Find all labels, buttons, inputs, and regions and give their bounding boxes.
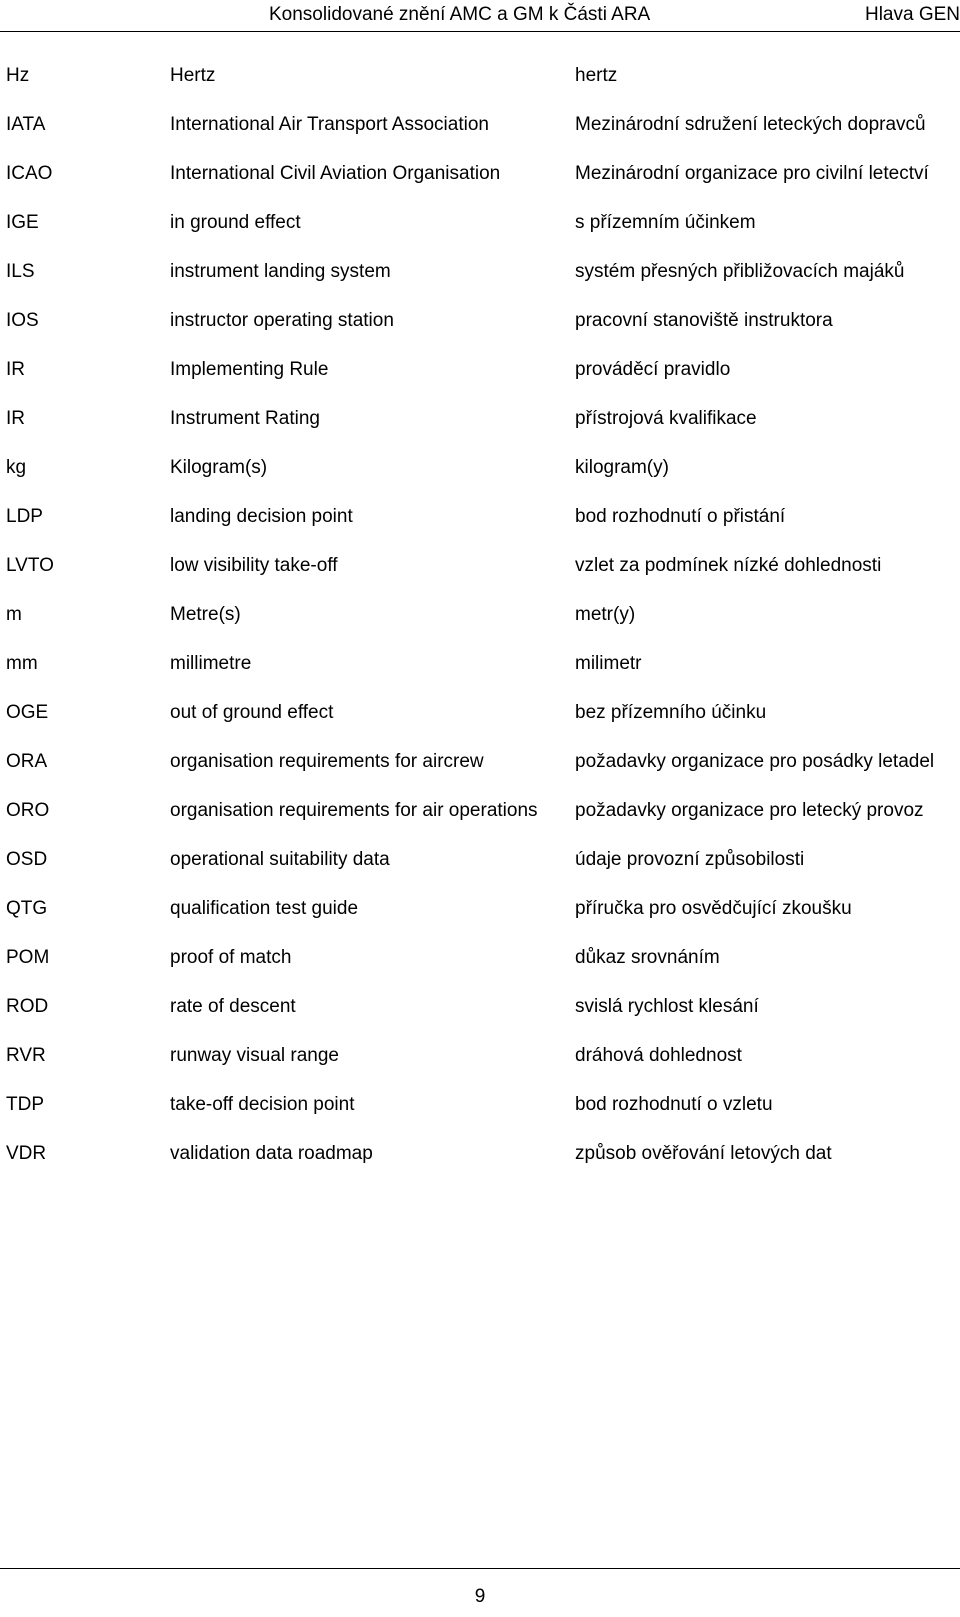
abbreviation-code: POM <box>6 947 50 968</box>
abbreviation-code: Hz <box>6 65 30 86</box>
abbreviation-row <box>0 897 960 921</box>
abbreviation-row <box>0 64 960 88</box>
abbreviation-code: ILS <box>6 261 35 282</box>
abbreviation-code: OSD <box>6 849 48 870</box>
abbreviation-code: QTG <box>6 898 48 919</box>
abbreviation-code: ICAO <box>6 163 53 184</box>
abbreviation-row <box>0 701 960 725</box>
abbreviation-row <box>0 211 960 235</box>
abbreviation-english: take-off decision point <box>170 1094 355 1115</box>
footer-divider <box>0 1568 960 1569</box>
abbreviation-czech: prováděcí pravidlo <box>575 359 731 380</box>
abbreviation-code: m <box>6 604 22 625</box>
page-header <box>0 0 960 30</box>
abbreviation-english: organisation requirements for aircrew <box>170 751 484 772</box>
abbreviation-czech: Mezinárodní sdružení leteckých dopravců <box>575 114 926 135</box>
abbreviation-english: proof of match <box>170 947 292 968</box>
abbreviation-czech: požadavky organizace pro posádky letadel <box>575 751 935 772</box>
abbreviation-english: millimetre <box>170 653 252 674</box>
abbreviation-row <box>0 652 960 676</box>
abbreviation-english: qualification test guide <box>170 898 359 919</box>
abbreviation-row <box>0 603 960 627</box>
abbreviation-row <box>0 848 960 872</box>
abbreviation-row <box>0 1044 960 1068</box>
abbreviation-code: OGE <box>6 702 49 723</box>
abbreviation-english: organisation requirements for air operations <box>170 800 538 821</box>
abbreviation-english: International Civil Aviation Organisation <box>170 163 501 184</box>
abbreviation-czech: bod rozhodnutí o vzletu <box>575 1094 773 1115</box>
abbreviation-czech: důkaz srovnáním <box>575 947 720 968</box>
abbreviation-czech: systém přesných přibližovacích majáků <box>575 261 905 282</box>
abbreviation-english: in ground effect <box>170 212 301 233</box>
abbreviation-english: landing decision point <box>170 506 353 527</box>
header-doc-title: Konsolidované znění AMC a GM k Části ARA <box>269 4 651 25</box>
abbreviation-row <box>0 1142 960 1166</box>
abbreviation-code: TDP <box>6 1094 44 1115</box>
abbreviation-code: RVR <box>6 1045 46 1066</box>
abbreviation-code: kg <box>6 457 27 478</box>
abbreviation-english: International Air Transport Association <box>170 114 489 135</box>
abbreviation-english: Implementing Rule <box>170 359 329 380</box>
abbreviation-czech: pracovní stanoviště instruktora <box>575 310 833 331</box>
abbreviation-english: rate of descent <box>170 996 296 1017</box>
abbreviation-row <box>0 162 960 186</box>
abbreviation-code: mm <box>6 653 38 674</box>
abbreviation-czech: Mezinárodní organizace pro civilní letectví <box>575 163 929 184</box>
abbreviation-row <box>0 456 960 480</box>
abbreviation-english: low visibility take-off <box>170 555 338 576</box>
abbreviation-czech: svislá rychlost klesání <box>575 996 759 1017</box>
abbreviation-czech: bod rozhodnutí o přistání <box>575 506 786 527</box>
abbreviation-english: Kilogram(s) <box>170 457 268 478</box>
abbreviation-czech: příručka pro osvědčující zkoušku <box>575 898 852 919</box>
abbreviation-row <box>0 113 960 137</box>
abbreviation-czech: bez přízemního účinku <box>575 702 767 723</box>
abbreviation-table <box>0 64 960 1191</box>
abbreviation-code: VDR <box>6 1143 47 1164</box>
abbreviation-code: ORO <box>6 800 50 821</box>
abbreviation-czech: dráhová dohlednost <box>575 1045 742 1066</box>
abbreviation-row <box>0 1093 960 1117</box>
header-divider <box>0 31 960 32</box>
abbreviation-row <box>0 358 960 382</box>
abbreviation-row <box>0 260 960 284</box>
abbreviation-czech: hertz <box>575 65 618 86</box>
abbreviation-czech: údaje provozní způsobilosti <box>575 849 805 870</box>
abbreviation-czech: milimetr <box>575 653 642 674</box>
abbreviation-code: ORA <box>6 751 48 772</box>
abbreviation-row <box>0 946 960 970</box>
abbreviation-row <box>0 309 960 333</box>
abbreviation-czech: požadavky organizace pro letecký provoz <box>575 800 924 821</box>
abbreviation-row <box>0 995 960 1019</box>
abbreviation-code: IR <box>6 408 25 429</box>
abbreviation-row <box>0 554 960 578</box>
header-section: Hlava GEN <box>864 4 960 25</box>
abbreviation-czech: metr(y) <box>575 604 636 625</box>
abbreviation-czech: způsob ověřování letových dat <box>575 1143 832 1164</box>
abbreviation-code: IOS <box>6 310 39 331</box>
abbreviation-english: instructor operating station <box>170 310 394 331</box>
abbreviation-english: out of ground effect <box>170 702 334 723</box>
abbreviation-code: IATA <box>6 114 46 135</box>
abbreviation-code: ROD <box>6 996 49 1017</box>
abbreviation-english: validation data roadmap <box>170 1143 373 1164</box>
abbreviation-row <box>0 505 960 529</box>
abbreviation-czech: s přízemním účinkem <box>575 212 756 233</box>
abbreviation-english: runway visual range <box>170 1045 339 1066</box>
page-number: 9 <box>474 1586 486 1607</box>
abbreviation-code: IGE <box>6 212 39 233</box>
abbreviation-czech: kilogram(y) <box>575 457 669 478</box>
abbreviation-czech: přístrojová kvalifikace <box>575 408 757 429</box>
abbreviation-english: Hertz <box>170 65 216 86</box>
abbreviation-english: Instrument Rating <box>170 408 320 429</box>
abbreviation-row <box>0 407 960 431</box>
abbreviation-english: operational suitability data <box>170 849 390 870</box>
abbreviation-row <box>0 799 960 823</box>
abbreviation-row <box>0 750 960 774</box>
abbreviation-english: instrument landing system <box>170 261 391 282</box>
abbreviation-czech: vzlet za podmínek nízké dohlednosti <box>575 555 882 576</box>
abbreviation-code: LDP <box>6 506 43 527</box>
abbreviation-code: LVTO <box>6 555 54 576</box>
abbreviation-english: Metre(s) <box>170 604 241 625</box>
abbreviation-code: IR <box>6 359 25 380</box>
